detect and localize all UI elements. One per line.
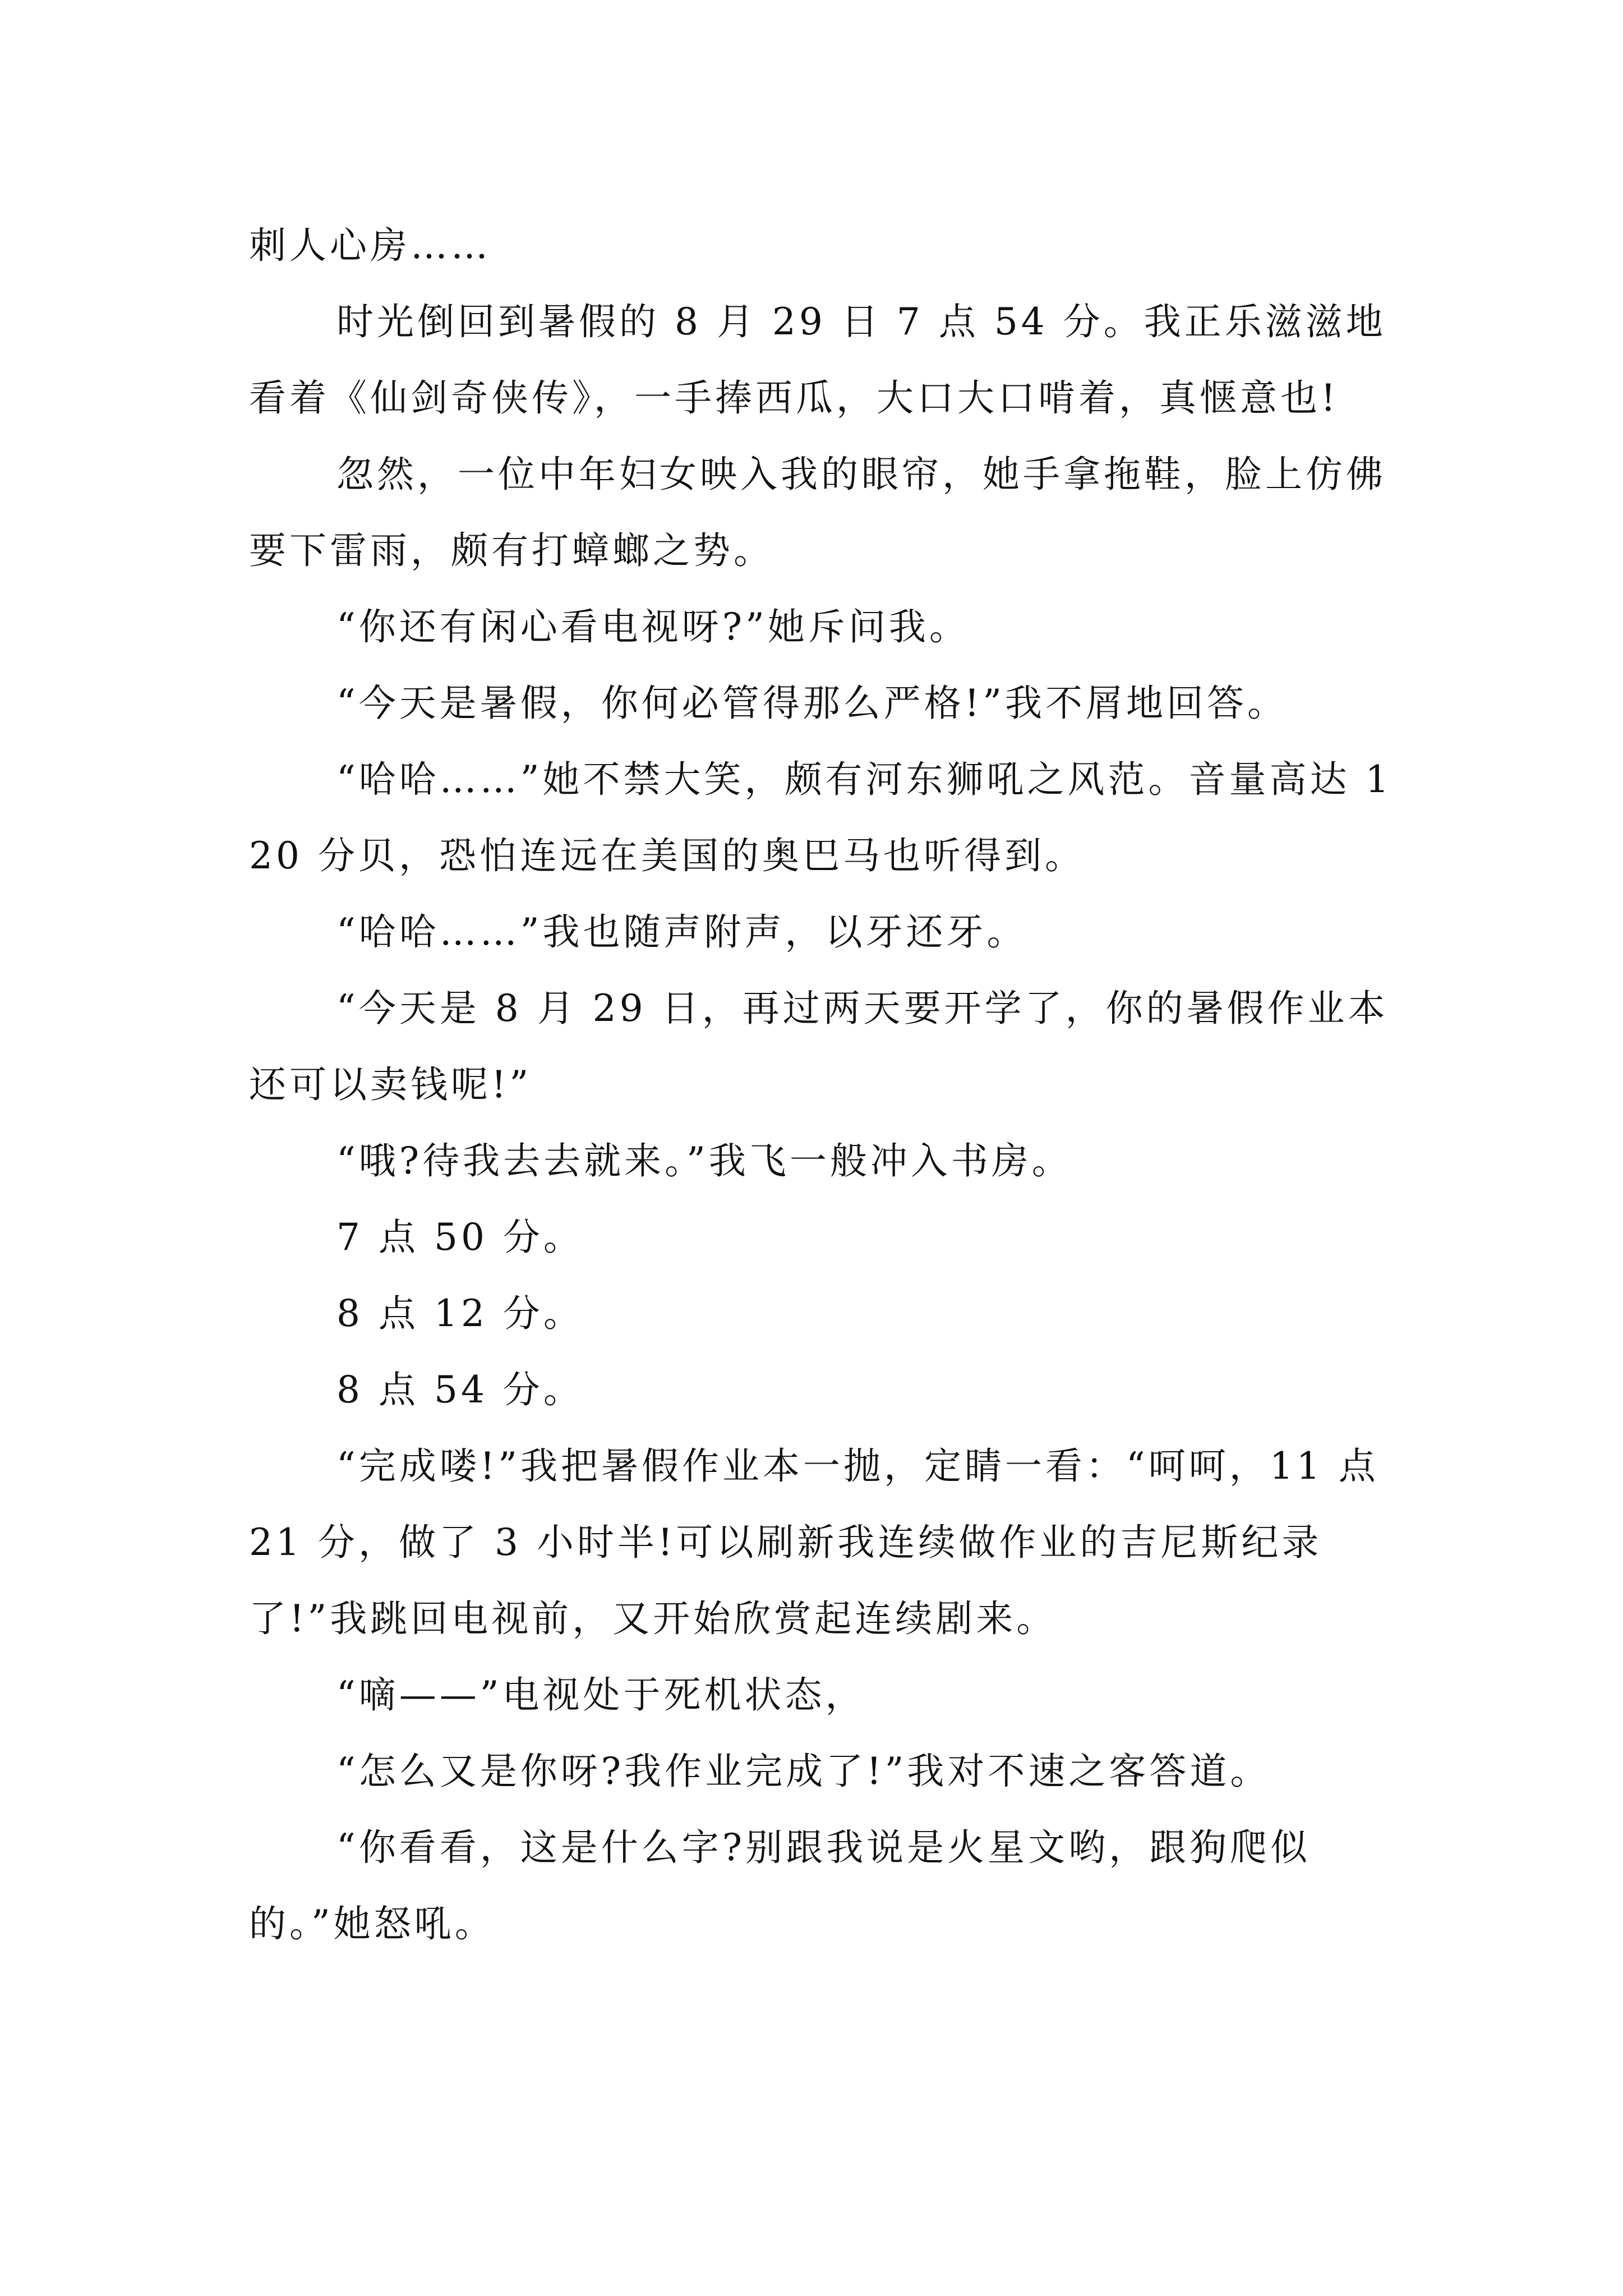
- paragraph-5: “今天是暑假，你何必管得那么严格!”我不屑地回答。: [336, 682, 1288, 725]
- paragraph-11: 8 点 12 分。: [336, 1292, 584, 1335]
- paragraph-12: 8 点 54 分。: [336, 1368, 584, 1411]
- paragraph-1: 刺人心房……: [249, 224, 491, 267]
- paragraph-8: “今天是 8 月 29 日，再过两天要开学了，你的暑假作业本还可以卖钱呢!”: [249, 987, 1389, 1106]
- paragraph-2: 时光倒回到暑假的 8 月 29 日 7 点 54 分。我正乐滋滋地看着《仙剑奇侠传》，一手捧西瓜，大口大口啃着，真惬意也!: [249, 300, 1386, 420]
- paragraph-4: “你还有闲心看电视呀?”她斥问我。: [336, 605, 970, 648]
- paragraph-16: “你看看，这是什么字?别跟我说是火星文哟，跟狗爬似的。”她怒吼。: [249, 1826, 1311, 1945]
- paragraph-6: “哈哈……”她不禁大笑，颇有河东狮吼之风范。音量高达 120 分贝，恐怕连远在美国的奥巴马也听得到。: [249, 758, 1393, 877]
- paragraph-7: “哈哈……”我也随声附声，以牙还牙。: [336, 910, 1027, 954]
- paragraph-9: “哦?待我去去就来。”我飞一般冲入书房。: [336, 1139, 1072, 1182]
- paragraph-13: “完成喽!”我把暑假作业本一抛，定睛一看：“呵呵，11 点 21 分，做了 3 小时半!可以刷新我连续做作业的吉尼斯纪录了!”我跳回电视前，又开始欣赏起连续剧来。: [249, 1444, 1379, 1640]
- paragraph-15: “怎么又是你呀?我作业完成了!”我对不速之客答道。: [336, 1750, 1271, 1793]
- paragraph-3: 忽然，一位中年妇女映入我的眼帘，她手拿拖鞋，脸上仿佛要下雷雨，颇有打蟑螂之势。: [249, 453, 1386, 572]
- body-text: [249, 208, 1415, 1962]
- paragraph-14: “嘀——”电视处于死机状态，: [336, 1673, 866, 1717]
- paragraph-10: 7 点 50 分。: [336, 1216, 584, 1259]
